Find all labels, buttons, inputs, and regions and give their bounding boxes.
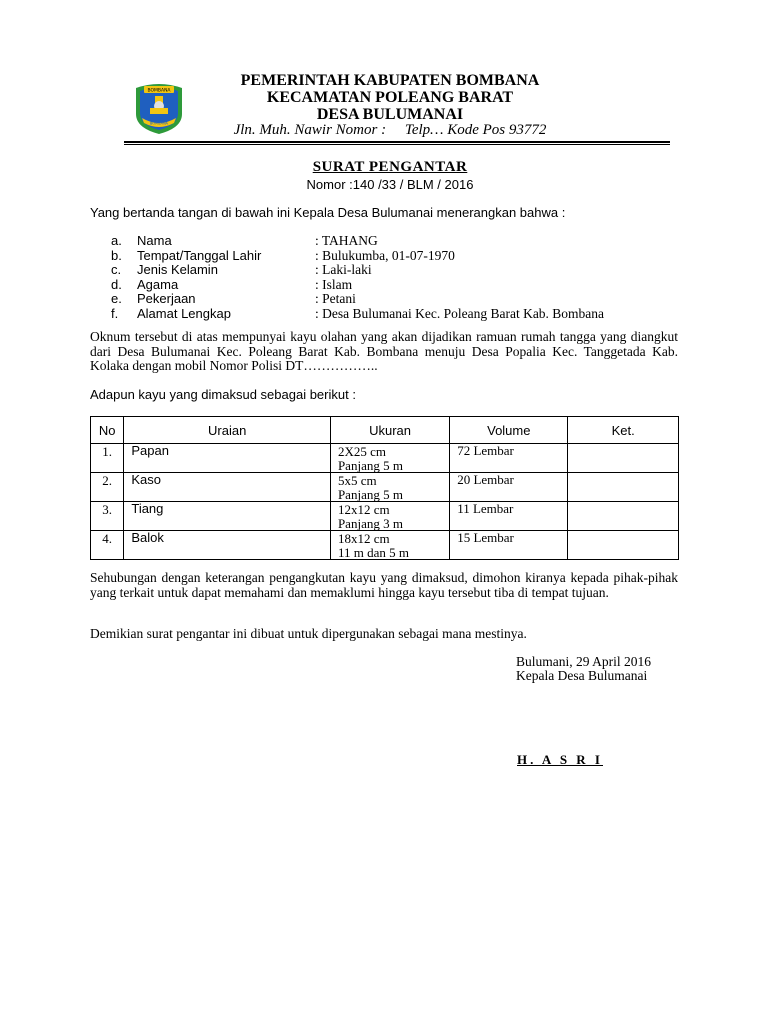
cell-no: 2.: [91, 473, 124, 502]
cell-ket: [568, 473, 679, 502]
identity-label: Tempat/Tanggal Lahir: [137, 247, 262, 263]
cell-ukuran-length: Panjang 3 m: [337, 516, 403, 531]
letterhead-address: Jln. Muh. Nawir Nomor : Telp… Kode Pos 93772: [233, 122, 547, 138]
cell-ukuran: [330, 502, 449, 531]
table-row: [91, 444, 679, 473]
table-row: [91, 531, 679, 560]
cell-ukuran-length: Panjang 5 m: [337, 458, 403, 473]
cell-ukuran-length: 11 m dan 5 m: [337, 545, 409, 560]
letterhead-line-2: KECAMATAN POLEANG BARAT: [266, 89, 514, 106]
intro-text: Yang bertanda tangan di bawah ini Kepala Desa Bulumanai menerangkan bahwa :: [90, 205, 566, 220]
table-header-row: [91, 417, 679, 444]
cell-volume: 72 Lembar: [450, 444, 568, 473]
identity-value: : Islam: [315, 276, 353, 292]
cell-no: 4.: [91, 531, 124, 560]
cell-uraian: Balok: [124, 531, 331, 560]
cell-volume: 20 Lembar: [450, 473, 568, 502]
cell-ukuran-length: Panjang 5 m: [337, 487, 403, 502]
cell-ukuran-size: 18x12 cm: [337, 531, 390, 546]
identity-letter: a.: [111, 233, 122, 248]
header-ukuran: Ukuran: [330, 417, 449, 444]
header-no: No: [91, 417, 124, 444]
identity-label: Jenis Kelamin: [137, 262, 218, 277]
wood-table: [90, 416, 679, 560]
identity-label: Nama: [137, 233, 172, 248]
letterhead-rule-thin: [124, 144, 670, 145]
identity-letter: e.: [111, 291, 122, 306]
paragraph-wood-intro: Adapun kayu yang dimaksud sebagai berikut :: [90, 387, 356, 402]
cell-ukuran: [330, 444, 449, 473]
letter-title: SURAT PENGANTAR: [312, 159, 468, 175]
regency-logo: [130, 78, 188, 136]
cell-no: 3.: [91, 502, 124, 531]
cell-ukuran: [330, 531, 449, 560]
cell-uraian: Kaso: [124, 473, 331, 502]
signature-place-date: Bulumani, 29 April 2016: [516, 654, 651, 669]
letterhead-rule-thick: [124, 141, 670, 143]
identity-label: Pekerjaan: [137, 291, 196, 306]
paragraph-closing: Demikian surat pengantar ini dibuat untuk dipergunakan sebagai mana mestinya.: [90, 626, 527, 641]
identity-label: Agama: [137, 276, 179, 292]
cell-no: 1.: [91, 444, 124, 473]
cell-ukuran: [330, 473, 449, 502]
identity-letter: c.: [111, 262, 122, 277]
letterhead-line-1: PEMERINTAH KABUPATEN BOMBANA: [240, 72, 540, 89]
cell-volume: 15 Lembar: [450, 531, 568, 560]
signature-position: Kepala Desa Bulumanai: [516, 668, 648, 683]
letterhead-line-3: DESA BULUMANAI: [316, 106, 464, 123]
signature-name: H. A S R I: [517, 752, 603, 767]
cell-ukuran-size: 5x5 cm: [337, 473, 377, 488]
paragraph-request: Sehubungan dengan keterangan pengangkutan kayu yang dimaksud, dimohon kiranya kepada pihak-pihak yang terkait untuk dapat memahami dan memaklumi hingga kayu tersebut tiba di tempat tujuan.: [90, 570, 678, 600]
header-ket: Ket.: [568, 417, 679, 444]
identity-value: : Laki-laki: [315, 262, 372, 277]
identity-value: : TAHANG: [315, 233, 378, 248]
svg-text:BOMBANA: BOMBANA: [147, 88, 171, 94]
paragraph-description: Oknum tersebut di atas mempunyai kayu olahan yang akan dijadikan ramuan rumah tangga yang diangkut dari Desa Bulumanai Kec. Poleang Barat Kab. Bombana menuju Desa Popalia Kec. Tanggetada Kab. Kolaka dengan mobil Nomor Polisi DT……………..: [90, 329, 678, 373]
cell-uraian: Papan: [124, 444, 331, 473]
cell-ket: [568, 444, 679, 473]
cell-ket: [568, 502, 679, 531]
identity-letter: b.: [111, 247, 122, 263]
cell-ukuran-size: 2X25 cm: [337, 444, 386, 459]
svg-text:BOMBANA: BOMBANA: [150, 121, 168, 126]
cell-uraian: Tiang: [124, 502, 331, 531]
header-uraian: Uraian: [124, 417, 331, 444]
table-row: [91, 473, 679, 502]
header-volume: Volume: [450, 417, 568, 444]
cell-ukuran-size: 12x12 cm: [337, 502, 390, 517]
cell-volume: 11 Lembar: [450, 502, 568, 531]
table-row: [91, 502, 679, 531]
identity-label: Alamat Lengkap: [137, 305, 231, 321]
identity-value: : Bulukumba, 01-07-1970: [315, 247, 455, 263]
identity-letter: f.: [111, 305, 119, 321]
identity-letter: d.: [111, 276, 122, 292]
letter-number: Nomor :140 /33 / BLM / 2016: [306, 177, 474, 192]
cell-ket: [568, 531, 679, 560]
identity-value: : Petani: [315, 291, 356, 306]
identity-value: : Desa Bulumanai Kec. Poleang Barat Kab. Bombana: [315, 305, 605, 321]
